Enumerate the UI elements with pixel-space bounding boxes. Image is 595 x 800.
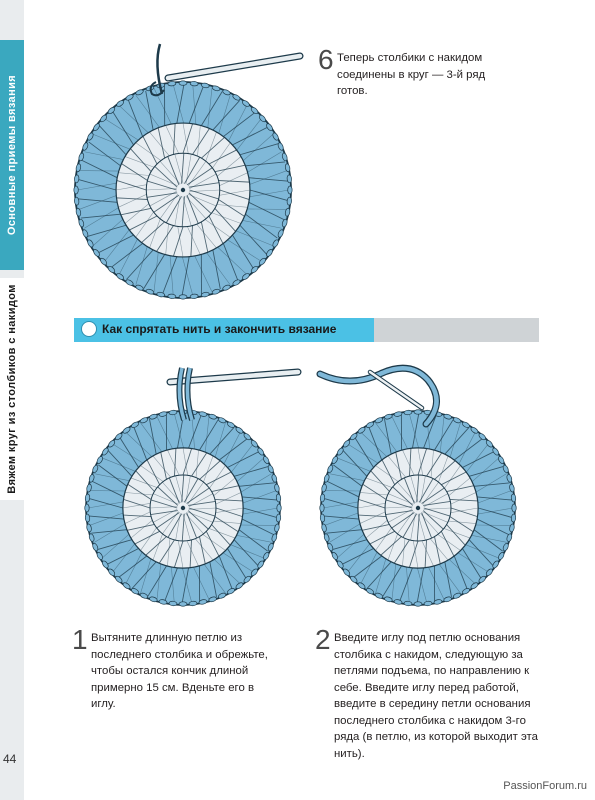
- step-number: 6: [318, 44, 334, 75]
- step-text: Введите иглу под петлю основания столбика с накидом, следующую за петлями подъема, по направлению к себе. Введите иглу перед работой, введите в середину петли основания последнего столбика с накидом 3-го ряда (в петлю, из которой выходит эта нить).: [334, 632, 538, 760]
- crochet-circle-illustration-step2: [310, 350, 555, 610]
- banner-title: Как спрятать нить и закончить вязание: [102, 322, 337, 336]
- step-text: Теперь столбики с накидом соединены в круг — 3-й ряд готов.: [337, 52, 486, 97]
- watermark: PassionForum.ru: [503, 780, 587, 792]
- chapter-tab: [0, 40, 24, 270]
- section-banner: [74, 318, 539, 342]
- step-1: [72, 624, 272, 713]
- crochet-circle-illustration-step6: [70, 38, 310, 308]
- step-6: [318, 44, 518, 100]
- section-tab-label: Вяжем круг из столбиков с накидом: [6, 284, 19, 494]
- step-number: 1: [72, 624, 88, 655]
- step-number: 2: [315, 624, 331, 655]
- side-rail: [0, 0, 24, 800]
- crochet-circle: [320, 410, 516, 606]
- section-tab: [0, 278, 24, 500]
- page-number: 44: [3, 752, 17, 766]
- crochet-circle: [74, 81, 292, 299]
- step-text: Вытяните длинную петлю из последнего столбика и обрежьте, чтобы остался кончик длиной примерно 15 см. Вденьте его в иглу.: [91, 632, 268, 710]
- bullet-icon: [81, 321, 97, 337]
- step-2: [315, 624, 540, 762]
- crochet-hook-icon: [170, 368, 298, 420]
- chapter-tab-label: Основные приемы вязания: [6, 74, 19, 236]
- crochet-circle: [85, 410, 281, 606]
- crochet-circle-illustration-step1: [70, 360, 310, 610]
